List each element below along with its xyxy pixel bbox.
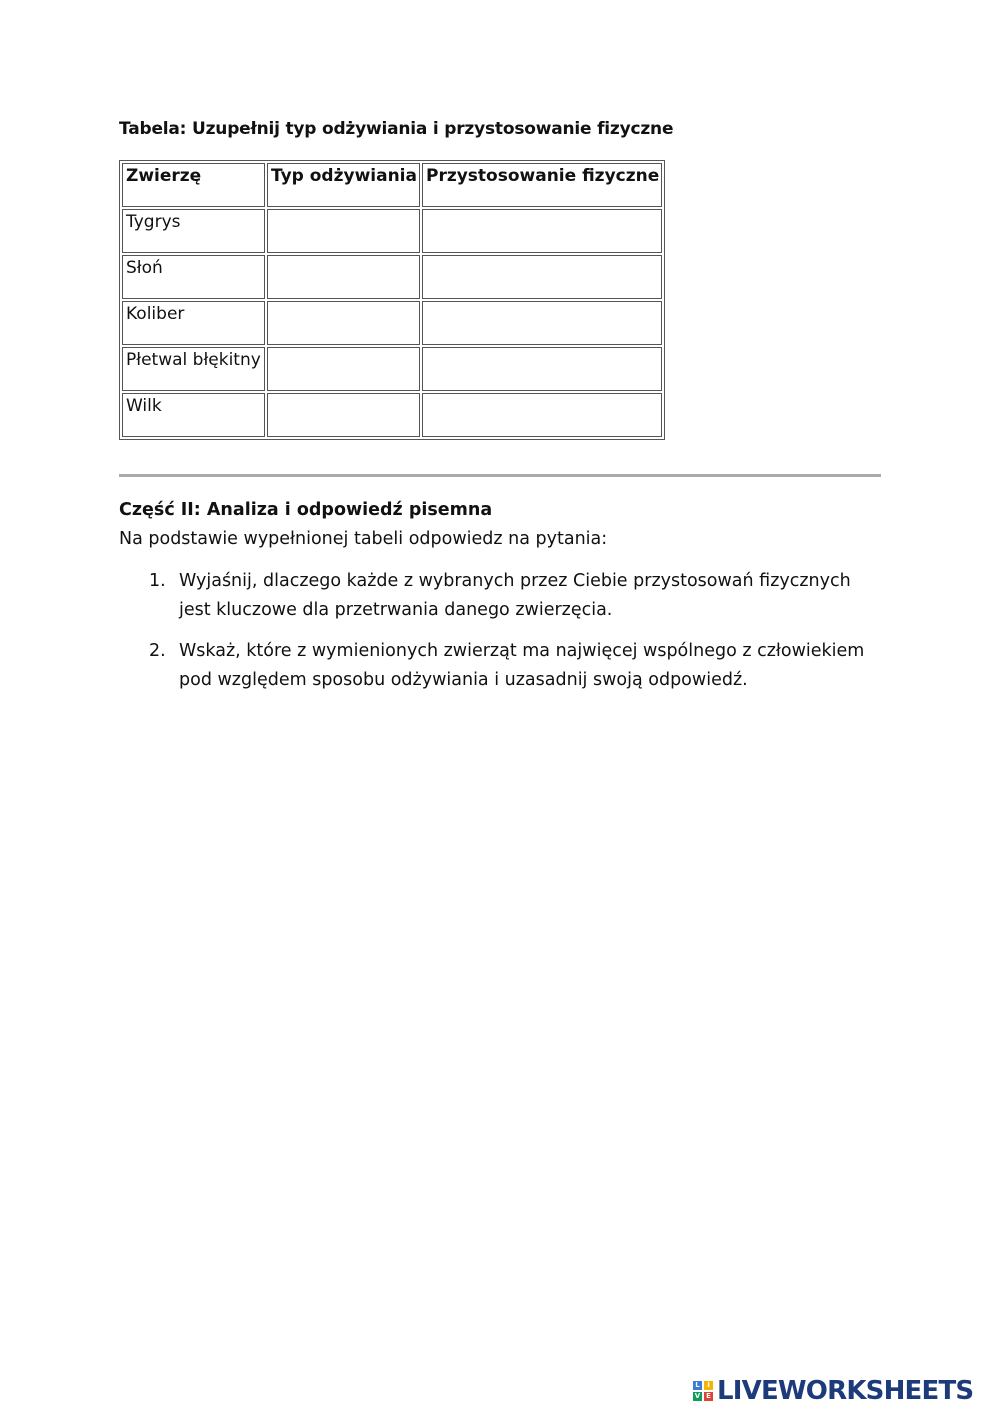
cell-animal: Słoń <box>122 255 265 299</box>
question-number: 1. <box>149 571 166 591</box>
header-adaptation: Przystosowanie fizyczne <box>422 163 662 207</box>
animal-table <box>119 160 665 440</box>
cell-animal: Koliber <box>122 301 265 345</box>
table-row <box>122 209 662 253</box>
cell-adaptation-input[interactable] <box>422 347 662 391</box>
logo-tile-e: E <box>704 1392 713 1401</box>
cell-animal: Tygrys <box>122 209 265 253</box>
cell-diet-input[interactable] <box>267 393 420 437</box>
cell-animal: Wilk <box>122 393 265 437</box>
question-text: Wskaż, które z wymienionych zwierząt ma najwięcej wspólnego z człowiekiem pod względem sposobu odżywiania i uzasadnij swoją odpowiedź. <box>179 641 865 690</box>
table-title: Tabela: Uzupełnij typ odżywiania i przystosowanie fizyczne <box>119 119 674 139</box>
logo-grid-icon <box>693 1381 713 1401</box>
logo-text: LIVEWORKSHEETS <box>717 1376 974 1406</box>
header-animal: Zwierzę <box>122 163 265 207</box>
list-item <box>119 637 879 695</box>
question-list <box>119 567 879 707</box>
table-row <box>122 393 662 437</box>
table-row <box>122 255 662 299</box>
logo-tile-l: L <box>693 1381 702 1390</box>
cell-diet-input[interactable] <box>267 347 420 391</box>
table-header-row <box>122 163 662 207</box>
logo-tile-v: V <box>694 1392 701 1400</box>
logo-tile-i: I <box>704 1381 713 1390</box>
part2-intro: Na podstawie wypełnionej tabeli odpowiedz na pytania: <box>119 529 608 549</box>
cell-adaptation-input[interactable] <box>422 301 662 345</box>
cell-animal: Płetwal błękitny <box>122 347 265 391</box>
part2-title: Część II: Analiza i odpowiedź pisemna <box>119 500 493 520</box>
header-diet: Typ odżywiania <box>267 163 420 207</box>
list-item <box>119 567 879 625</box>
liveworksheets-logo <box>693 1375 973 1407</box>
cell-adaptation-input[interactable] <box>422 255 662 299</box>
section-divider <box>119 474 881 477</box>
table-row <box>122 347 662 391</box>
cell-diet-input[interactable] <box>267 209 420 253</box>
question-number: 2. <box>149 641 166 661</box>
table-row <box>122 301 662 345</box>
cell-adaptation-input[interactable] <box>422 393 662 437</box>
cell-diet-input[interactable] <box>267 301 420 345</box>
cell-adaptation-input[interactable] <box>422 209 662 253</box>
question-text: Wyjaśnij, dlaczego każde z wybranych przez Ciebie przystosowań fizycznych jest kluczowe dla przetrwania danego zwierzęcia. <box>179 571 851 620</box>
cell-diet-input[interactable] <box>267 255 420 299</box>
